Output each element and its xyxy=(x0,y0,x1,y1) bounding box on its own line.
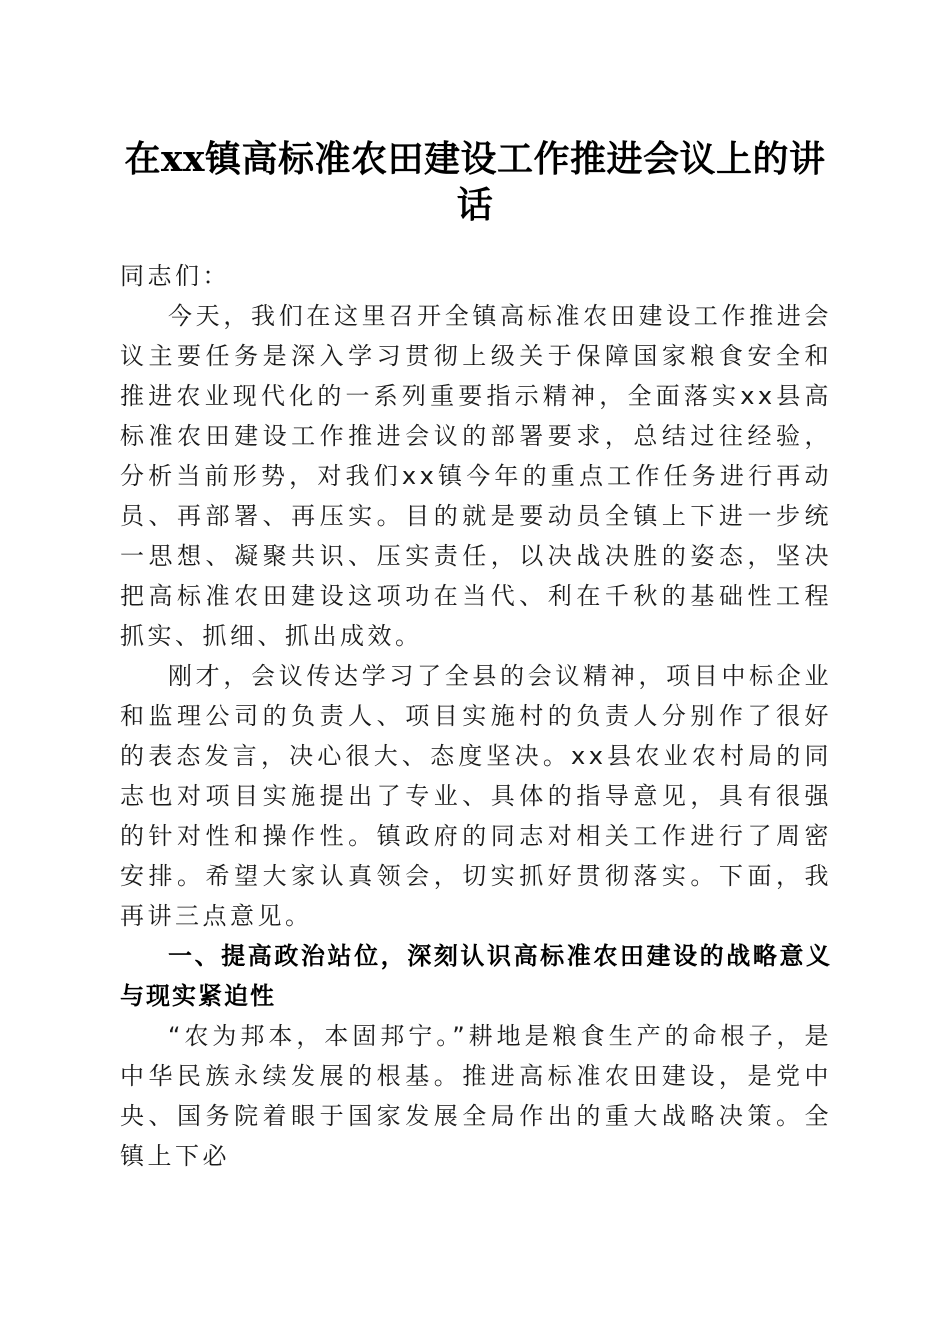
document-title: 在xx镇高标准农田建设工作推进会议上的讲话 xyxy=(124,138,826,226)
salutation: 同志们： xyxy=(120,262,230,290)
section-heading-1: 一、提高政治站位，深刻认识高标准农田建设的战略意义与现实紧迫性 xyxy=(120,942,832,1010)
paragraph-3: “农为邦本，本固邦宁。”耕地是粮食生产的命根子，是中华民族永续发展的根基。推进高标准农田建设，是党中央、国务院着眼于国家发展全局作出的重大战略决策。全镇上下必 xyxy=(120,1022,832,1170)
document-body xyxy=(120,256,832,1176)
paragraph-2: 刚才，会议传达学习了全县的会议精神，项目中标企业和监理公司的负责人、项目实施村的负责人分别作了很好的表态发言，决心很大、态度坚决。xx县农业农村局的同志也对项目实施提出了专业、具体的指导意见，具有很强的针对性和操作性。镇政府的同志对相关工作进行了周密安排。希望大家认真领会，切实抓好贯彻落实。下面，我再讲三点意见。 xyxy=(120,662,832,930)
paragraph-1: 今天，我们在这里召开全镇高标准农田建设工作推进会议主要任务是深入学习贯彻上级关于保障国家粮食安全和推进农业现代化的一系列重要指示精神，全面落实xx县高标准农田建设工作推进会议的部署要求，总结过往经验，分析当前形势，对我们xx镇今年的重点工作任务进行再动员、再部署、再压实。目的就是要动员全镇上下进一步统一思想、凝聚共识、压实责任，以决战决胜的姿态，坚决把高标准农田建设这项功在当代、利在千秋的基础性工程抓实、抓细、抓出成效。 xyxy=(120,302,832,650)
